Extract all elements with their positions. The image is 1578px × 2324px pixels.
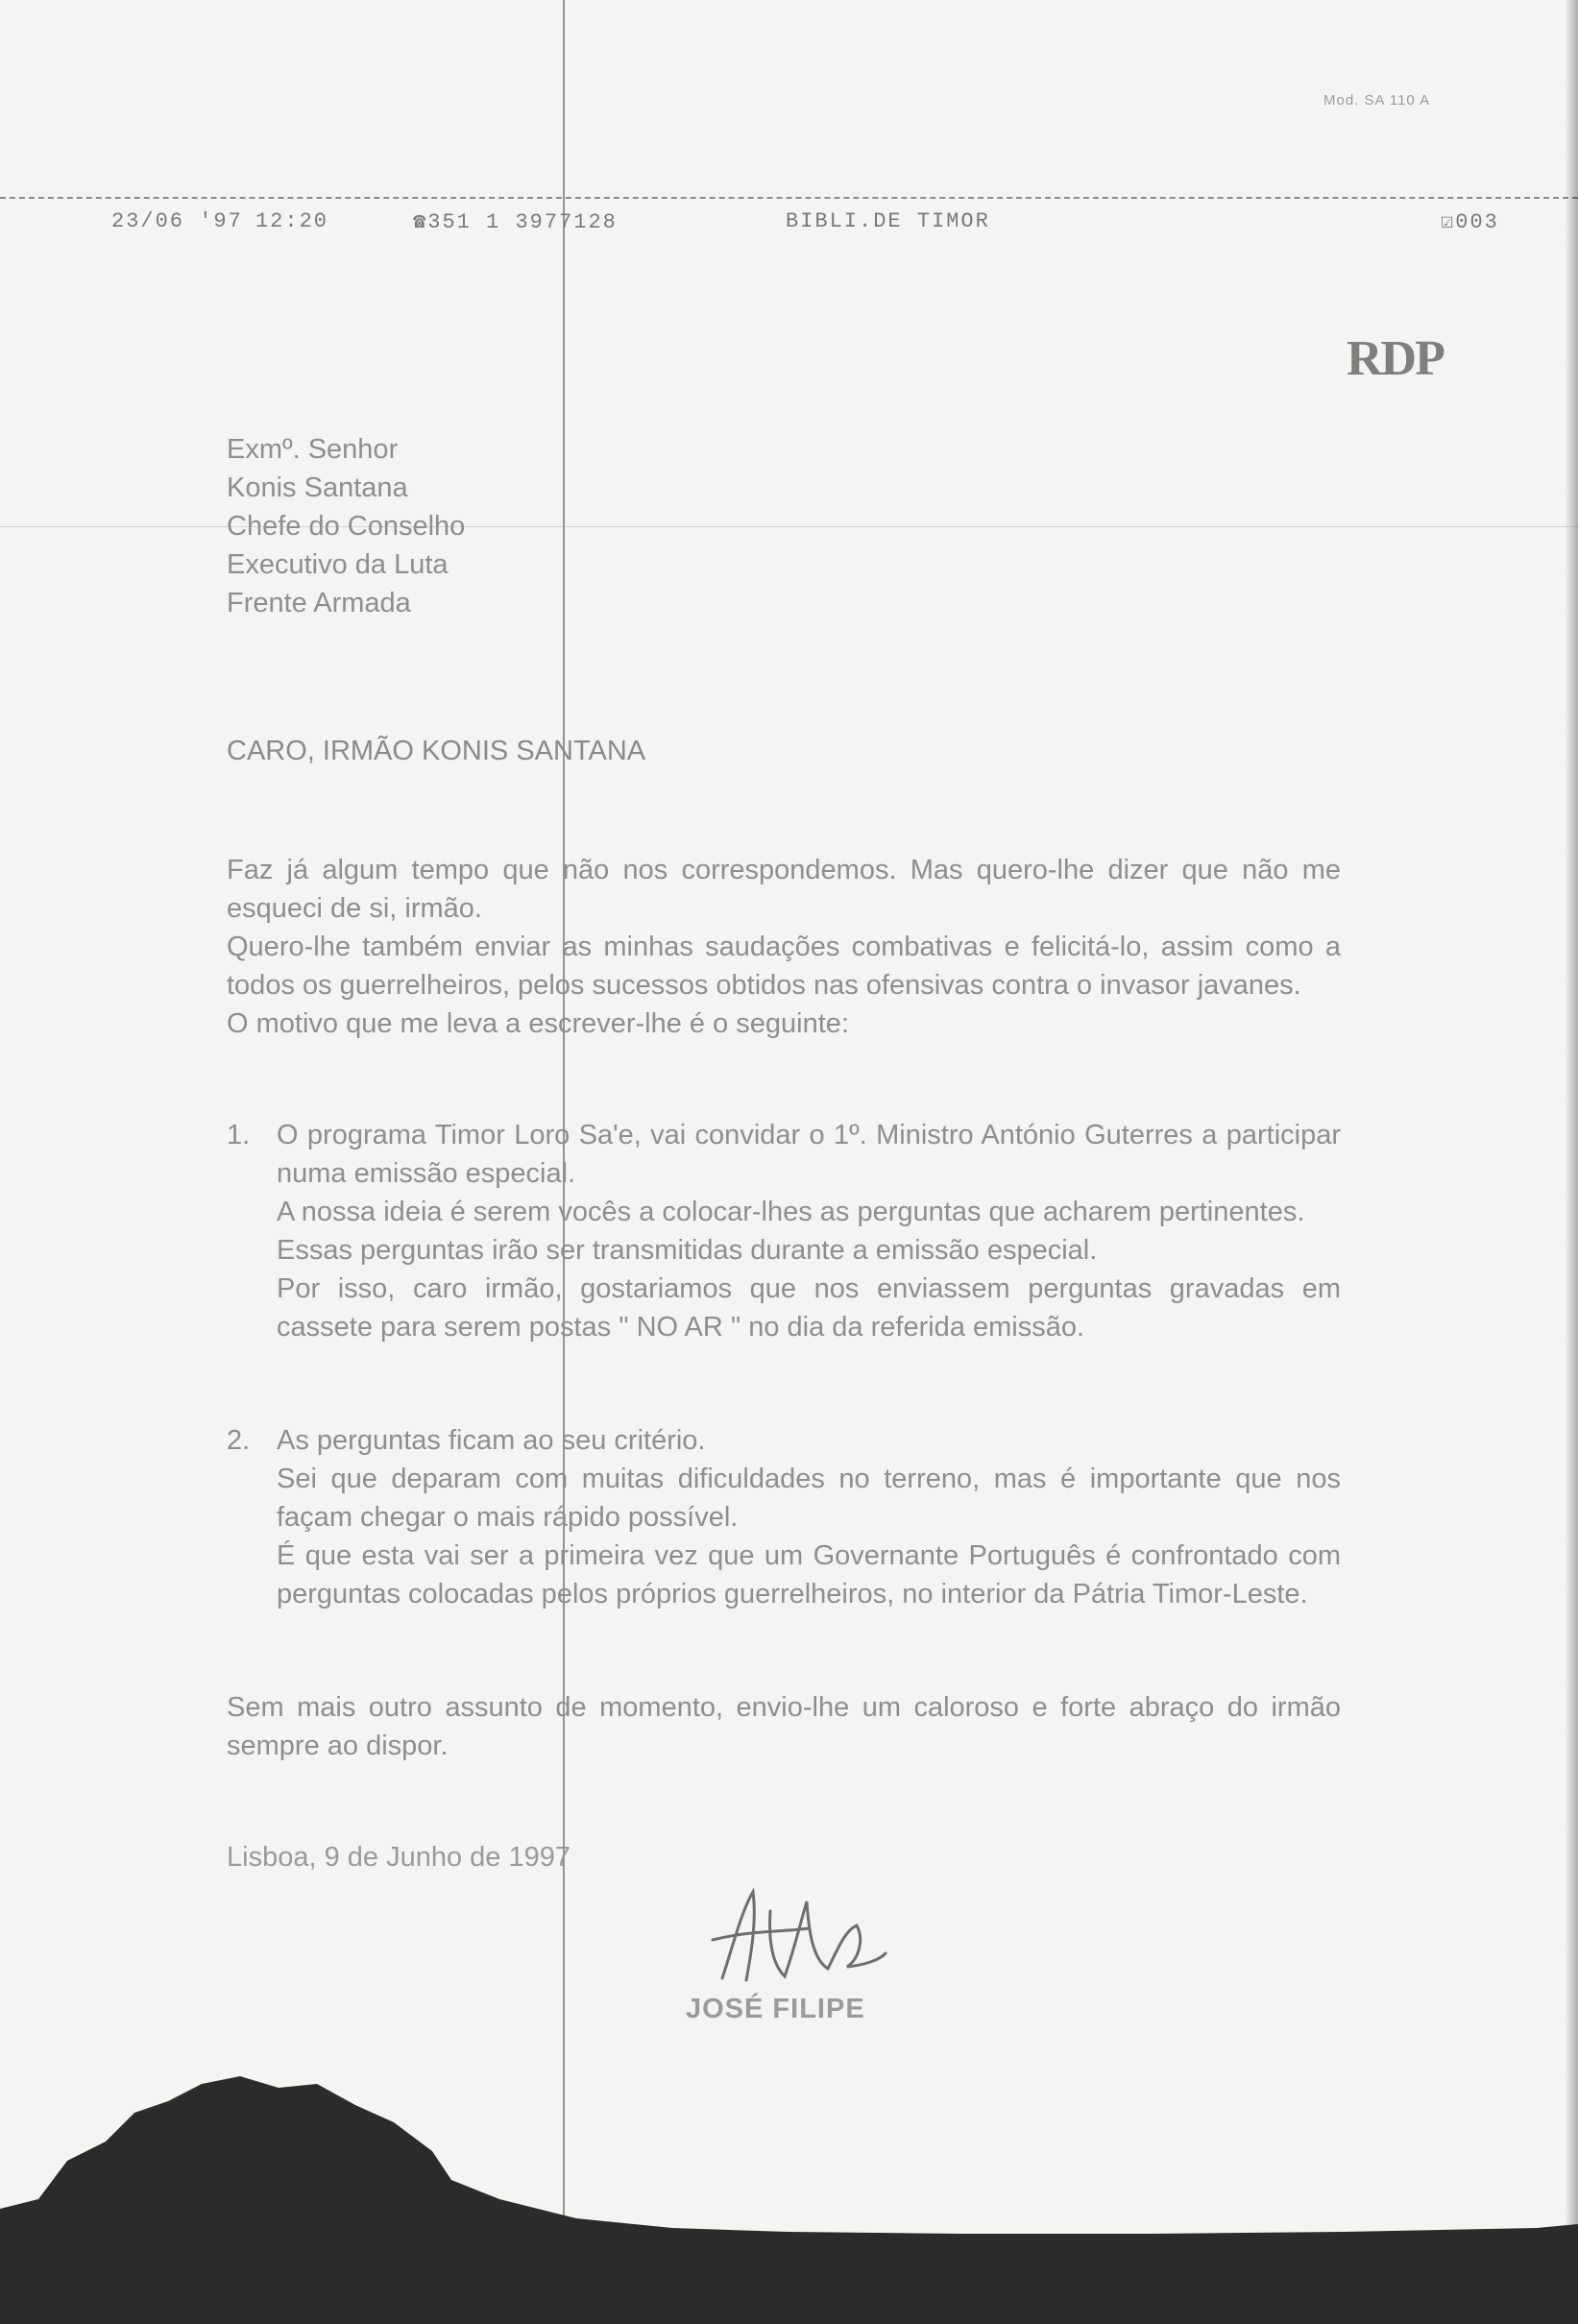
- dateline: Lisboa, 9 de Junho de 1997: [227, 1842, 571, 1873]
- form-code: Mod. SA 110 A: [1323, 92, 1431, 109]
- body-paragraph: Quero-lhe também enviar as minhas saudações combativas e felicitá-lo, assim como a todos os guerrelheiros, pelos sucessos obtidos nas ofensivas contra o invasor javanes.: [227, 932, 1341, 1001]
- list-item: [227, 1116, 1341, 1346]
- body-paragraph: Faz já algum tempo que não nos correspondemos. Mas quero-lhe dizer que não me esqueci de si, irmão.: [227, 855, 1341, 924]
- body-paragraph: O motivo que me leva a escrever-lhe é o seguinte:: [227, 1008, 849, 1039]
- letter-body: [227, 851, 1341, 1043]
- list-number: 2.: [227, 1425, 251, 1456]
- fax-date: 23/06 '97: [111, 209, 243, 233]
- fax-sender: BIBLI.DE TIMOR: [786, 209, 990, 233]
- salutation: CARO, IRMÃO KONIS SANTANA: [227, 736, 646, 766]
- torn-corner: [0, 2055, 1578, 2324]
- list-paragraph: O programa Timor Loro Sa'e, vai convidar o 1º. Ministro António Guterres a participar numa emissão especial.: [277, 1120, 1341, 1189]
- list-number: 1.: [227, 1120, 251, 1150]
- addressee-line: Exmº. Senhor: [227, 434, 399, 465]
- list-paragraph: As perguntas ficam ao seu critério.: [277, 1425, 706, 1456]
- list-paragraph: Por isso, caro irmão, gostariamos que nos enviassem perguntas gravadas em cassete para serem postas " NO AR " no dia da referida emissão.: [277, 1273, 1341, 1343]
- fax-page-number: ☑003: [1441, 210, 1499, 234]
- addressee-line: Konis Santana: [227, 472, 408, 503]
- page-edge-shadow: [1565, 0, 1578, 2324]
- addressee-line: Frente Armada: [227, 588, 411, 618]
- fax-phone: ☎351 1 3977128: [413, 210, 618, 234]
- list-item: [227, 1421, 1341, 1613]
- list-paragraph: É que esta vai ser a primeira vez que um Governante Português é confrontado com perguntas colocadas pelos próprios guerrelheiros, no interior da Pátria Timor-Leste.: [277, 1540, 1341, 1610]
- fax-time: 12:20: [255, 209, 329, 233]
- addressee-block: [227, 430, 465, 622]
- fax-header-rule: [0, 197, 1578, 199]
- list-paragraph: Essas perguntas irão ser transmitidas durante a emissão especial.: [277, 1235, 1098, 1266]
- handwritten-signature: [693, 1873, 895, 1997]
- signer-name: JOSÉ FILIPE: [686, 1994, 865, 2024]
- closing-paragraph: Sem mais outro assunto de momento, envio-lhe um caloroso e forte abraço do irmão sempre ao dispor.: [227, 1692, 1341, 1761]
- fax-header: [0, 209, 1578, 242]
- list-paragraph: A nossa ideia é serem vocês a colocar-lhes as perguntas que acharem pertinentes.: [277, 1197, 1305, 1227]
- rdp-logo: RDP: [1347, 331, 1444, 386]
- addressee-line: Executivo da Luta: [227, 549, 449, 580]
- list-paragraph: Sei que deparam com muitas dificuldades no terreno, mas é importante que nos façam chegar o mais rápido possível.: [277, 1464, 1341, 1533]
- addressee-line: Chefe do Conselho: [227, 511, 466, 542]
